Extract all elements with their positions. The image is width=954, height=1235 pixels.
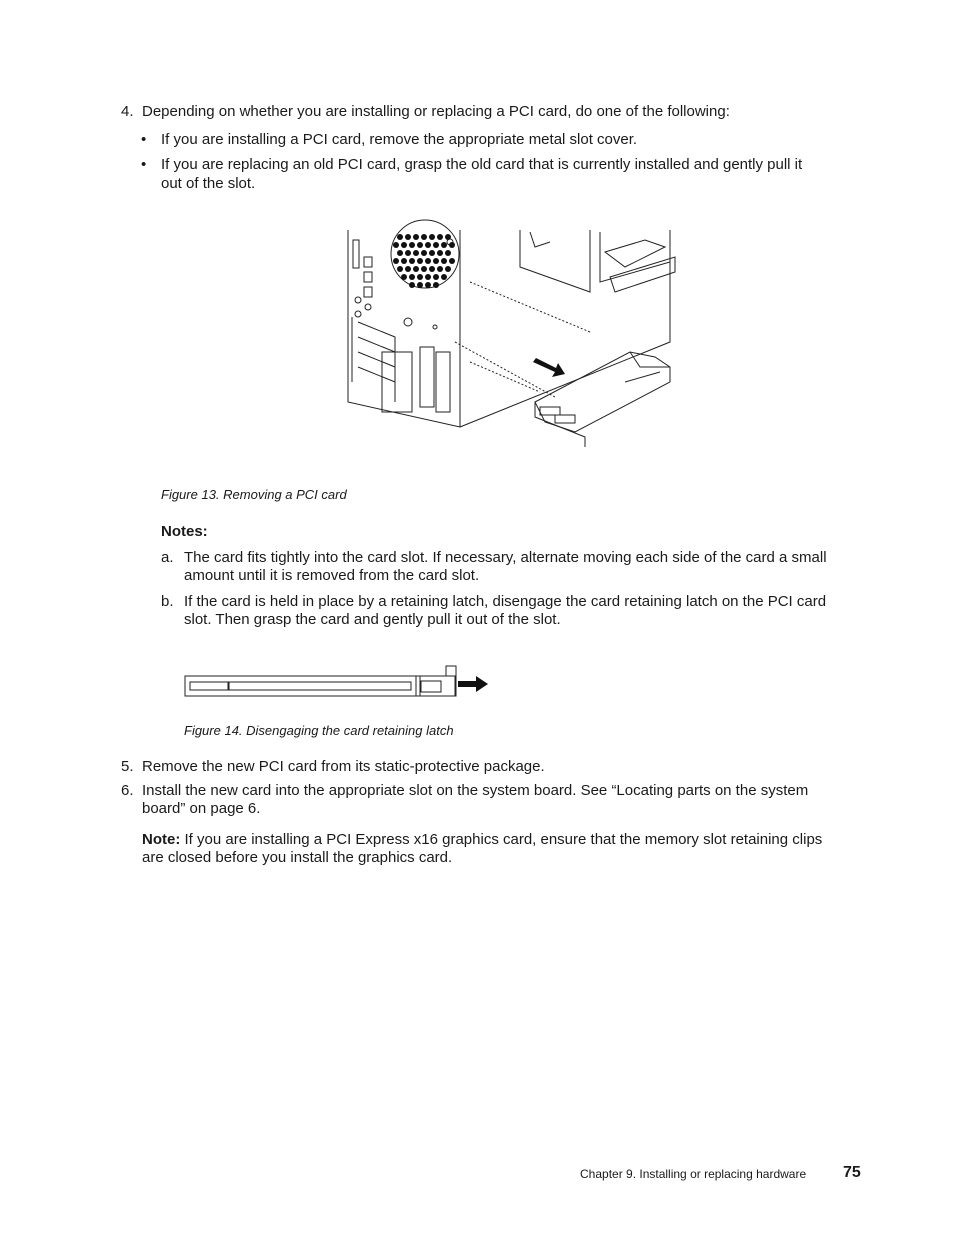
bullet-2-line-2: out of the slot. <box>161 175 256 192</box>
bullet-1-symbol: • <box>141 131 147 148</box>
step-6-line-2: board” on page 6. <box>142 800 261 817</box>
note-b-line-2: slot. Then grasp the card and gently pull it out of the slot. <box>184 611 561 628</box>
figure-14-caption: Figure 14. Disengaging the card retaining latch <box>184 723 454 738</box>
figure-13-illustration <box>340 222 685 457</box>
bullet-1-text: If you are installing a PCI card, remove the appropriate metal slot cover. <box>161 131 638 148</box>
page-number: 75 <box>843 1164 861 1181</box>
step-4-text: Depending on whether you are installing or replacing a PCI card, do one of the following: <box>142 103 730 120</box>
step-5-text: Remove the new PCI card from its static-protective package. <box>142 758 545 775</box>
note-text: If you are installing a PCI Express x16 graphics card, ensure that the memory slot retaining clips <box>180 831 823 848</box>
bullet-2-line-1: If you are replacing an old PCI card, grasp the old card that is currently installed and gently pull it <box>161 156 803 173</box>
footer-chapter: Chapter 9. Installing or replacing hardware <box>580 1167 807 1181</box>
note-a-line-1: The card fits tightly into the card slot. If necessary, alternate moving each side of the card a small <box>184 549 827 566</box>
note-b-letter: b. <box>161 593 174 610</box>
notes-heading: Notes: <box>161 523 208 540</box>
step-6-number: 6. <box>121 782 134 799</box>
step-6-line-1: Install the new card into the appropriate slot on the system board. See “Locating parts on the system <box>142 782 809 799</box>
step-4-number: 4. <box>121 103 134 120</box>
note-line-2: are closed before you install the graphics card. <box>142 849 453 866</box>
note-line-1 <box>142 831 822 849</box>
note-b-line-1: If the card is held in place by a retaining latch, disengage the card retaining latch on the PCI card <box>184 593 827 610</box>
figure-14-arrow-icon <box>458 676 488 692</box>
note-label: Note: <box>142 831 181 848</box>
step-5-number: 5. <box>121 758 134 775</box>
bullet-2-symbol: • <box>141 156 147 173</box>
note-a-line-2: amount until it is removed from the card slot. <box>184 567 480 584</box>
figure-13-caption: Figure 13. Removing a PCI card <box>161 487 347 502</box>
note-a-letter: a. <box>161 549 174 566</box>
figure-14-illustration <box>184 664 490 700</box>
